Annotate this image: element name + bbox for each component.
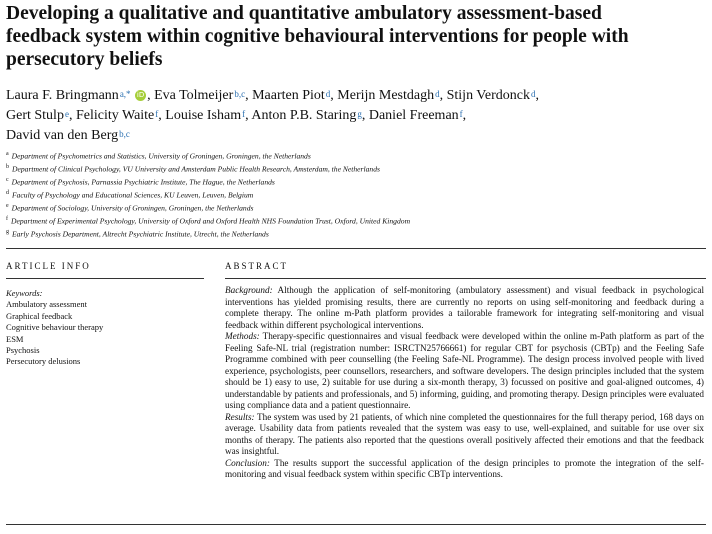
affiliation: $^d$ Faculty of Psychology and Educational Sciences, KU Leuven, Leuven, Belgium (6, 190, 254, 200)
author[interactable]: Stijn Verdonck$^d$ (446, 88, 536, 103)
keyword: Graphical feedback (6, 310, 73, 321)
author[interactable]: Louise Isham$^f$ (165, 108, 246, 123)
affiliation: $^b$ Department of Clinical Psychology, VU University and Amsterdam Public Health Research, Amsterdam, the Netherlands (6, 164, 380, 174)
author[interactable]: Merijn Mestdagh$^d$ (337, 88, 440, 103)
keyword: Persecutory delusions (6, 356, 81, 367)
keyword: ESM (6, 333, 24, 344)
affiliation: $^g$ Early Psychosis Department, Altrecht Psychiatric Institute, Utrecht, the Netherlands (6, 229, 269, 239)
author[interactable]: Maarten Piot$^d$ (252, 88, 331, 103)
author-line (6, 126, 706, 146)
article-title (6, 2, 706, 71)
abstract-conclusion: Conclusion: The results support the successful application of the design principles to promote the integration of the self-monitoring and visual feedback system within specific CBTp interventions. (225, 457, 704, 479)
author[interactable]: Daniel Freeman$^f$ (368, 108, 463, 123)
author-line: Laura F. Bringmann$^{a,*}$ iD , Eva Tolmeijer$^{b,c}$, Maarten Piot$^d$, Merijn Mestdagh$^d$, Stijn Verdonck$^d$, (6, 88, 539, 103)
abstract-background: Background: Although the application of self-monitoring (ambulatory assessment) and visual feedback in psychological interventions has yielded promising results, there are currently no reports on using self-monitoring and feedback during a complete therapy. The online m-Path platform provides a tailorable framework for integrating self-monitoring and visual feedback within different psychological interventions. (225, 285, 705, 330)
abstract-rule (225, 278, 706, 279)
affiliation: $^a$ Department of Psychometrics and Statistics, University of Groningen, Groningen, the Netherlands (6, 151, 311, 161)
abstract-results: Results: The system was used by 21 patients, of which nine completed the questionnaires for the full therapy period, 168 days on average. Usability data from patients revealed that the system was easy to use, well-explained, and suitable for use over six months of therapy. The patients also reported that the questions overall positively affected their emotions and that the feedback was insightful. (225, 411, 704, 456)
abstract-body (225, 285, 704, 481)
affiliation: $^f$ Department of Experimental Psychology, University of Oxford and Oxford Health NHS Foundation Trust, Oxford, United Kingdom (6, 216, 411, 226)
author[interactable]: Felicity Waite$^f$ (75, 108, 159, 123)
keyword: Cognitive behaviour therapy (6, 322, 104, 333)
abstract-methods: Methods: Therapy-specific questionnaires and visual feedback were developed within the online m-Path platform as part of the Feeling Safe-NL trial (registration number: ISRCTN25766661) for regular CBT for psychosis (CBTp) and the Feeling Safe Programme combined with peer counselling (the Feeling Safe-NL Programme). The design process involved people with lived experience, psychologists, peer counsellors, researchers, and software developers. The design principles included that the system should be 1) easy to use, 2) suitable for use during a six-month therapy, 3) focussed on positive and goal-aligned outcomes, 4) understandable by patients and professionals, and 5) informing, guiding, and promoting therapy. Design principles were evaluated using compliance data and a patient questionnaire. (225, 331, 704, 410)
affiliation: $^e$ Department of Sociology, University of Groningen, Groningen, the Netherlands (6, 203, 254, 213)
affiliation: $^c$ Department of Psychosis, Parnassia Psychiatric Institute, The Hague, the Netherlands (6, 177, 275, 187)
orcid-icon[interactable]: iD (136, 91, 145, 100)
keyword: Psychosis (6, 345, 40, 356)
title-line: Developing a qualitative and quantitative ambulatory assessment-based (6, 3, 602, 24)
abstract-heading: ABSTRACT (225, 261, 289, 271)
author[interactable]: David van den Berg$^{b,c}$ (6, 128, 130, 143)
author[interactable]: Eva Tolmeijer$^{b,c}$ (154, 88, 246, 103)
affiliations (6, 149, 706, 240)
article-info-rule (6, 278, 204, 279)
author[interactable]: Laura F. Bringmann$^{a,*}$ (6, 88, 131, 103)
author[interactable]: Anton P.B. Staring$^g$ (251, 108, 362, 123)
keywords-list (6, 288, 206, 368)
author[interactable]: Gert Stulp$^e$ (6, 108, 69, 123)
article-info-heading: ARTICLE INFO (6, 261, 91, 271)
title-line: persecutory beliefs (6, 49, 163, 70)
keywords-label: Keywords: (6, 288, 43, 298)
section-divider (6, 248, 706, 249)
bottom-rule (6, 524, 706, 525)
author-list (6, 86, 706, 146)
title-line: feedback system within cognitive behavioural interventions for people with (6, 26, 629, 47)
keyword: Ambulatory assessment (6, 299, 87, 310)
author-line: Gert Stulp$^e$, Felicity Waite$^f$, Louise Isham$^f$, Anton P.B. Staring$^g$, Daniel Freeman$^f$, (6, 108, 467, 123)
